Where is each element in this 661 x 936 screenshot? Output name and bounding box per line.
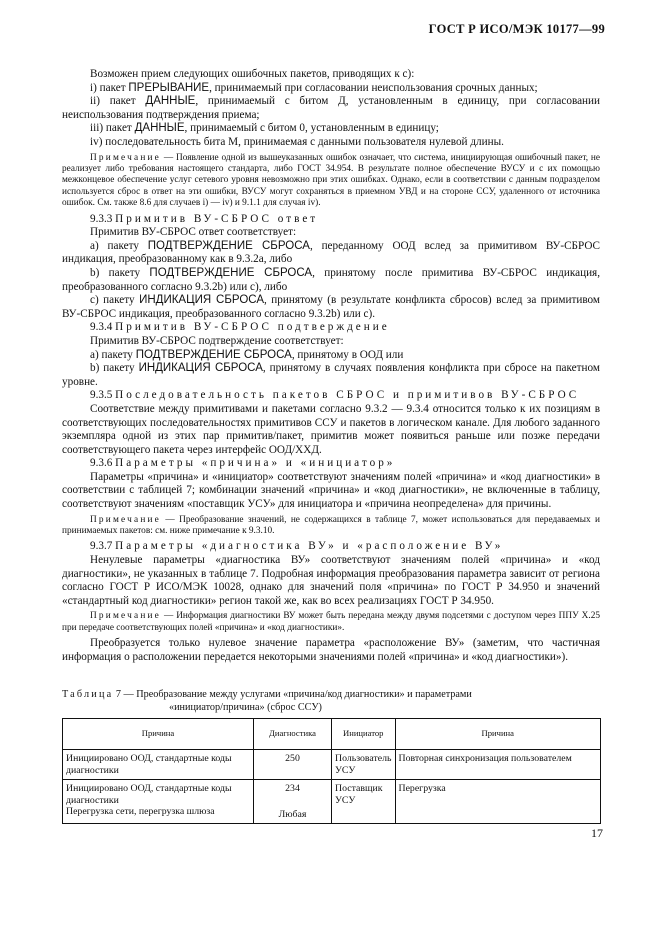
list-item: i) пакет ПРЕРЫВАНИЕ, принимаемый при согласовании неиспользования срочных данных;	[90, 81, 538, 94]
list-item: a) пакету ПОДТВЕРЖДЕНИЕ СБРОСА, принятому в ООД или	[90, 348, 404, 361]
column-header: Диагностика	[254, 719, 332, 750]
list-item: iii) пакет ДАННЫЕ, принимаемый с битом 0, установленным в единицу;	[90, 122, 439, 135]
document-body	[62, 68, 600, 664]
list-item: ii) пакет ДАННЫЕ, принимаемый с битом Д, установленным в единицу, при согласовании неиспользования подтверждения приема;	[62, 95, 600, 121]
list-item: b) пакету ПОДТВЕРЖДЕНИЕ СБРОСА, принятому после примитива ВУ-СБРОС индикация, преобразованного согласно 9.3.2b) или с), либо	[62, 266, 600, 293]
paragraph: Возможен прием следующих ошибочных пакетов, приводящих к с):	[90, 68, 415, 80]
page-number: 17	[591, 826, 603, 840]
section-heading: 9.3.5 Последовательность пакетов СБРОС и примитивов ВУ-СБРОС	[90, 389, 580, 402]
mapping-table	[62, 718, 601, 824]
paragraph: Параметры «причина» и «инициатор» соответствуют значениям полей «причина» и «код диагностики» в соответствии с таблицей 7; комбинации значений «причина» и «код диагностики», не включенные в таблицу, соответствуют значениям «поставщик УСУ» для инициатора и «причина неопределена» для причины.	[62, 470, 600, 511]
table-cell: Пользователь УСУ	[332, 750, 396, 780]
table-cell: Повторная синхронизация пользователем	[395, 750, 601, 780]
note: Примечание — Преобразование значений, не содержащихся в таблице 7, может использоваться для передаваемых и принимаемых пакетов: см. ниже примечание к 9.3.10.	[62, 514, 600, 537]
table-row	[63, 750, 601, 780]
paragraph: Ненулевые параметры «диагностика ВУ» соответствуют значениям полей «причина» и «код диагностики», не указанных в таблице 7. Подробная информация преобразования параметра зависит от региона согласно ГОСТ Р ИСО/МЭК 10028, однако для значений поля «причина» по ГОСТ Р 34.950 и значений «стандартный код диагностики» регион такой же, как во всех реализациях ГОСТ Р 34.950.	[62, 554, 600, 607]
table-cell: 250	[254, 750, 332, 780]
paragraph: Примитив ВУ-СБРОС подтверждение соответствует:	[90, 334, 344, 347]
table-cell: Перегрузка	[395, 780, 601, 824]
list-item: b) пакету ИНДИКАЦИЯ СБРОСА, принятому в случаях появления конфликта при сбросе на пакетном уровне.	[62, 362, 600, 388]
list-item: a) пакету ПОДТВЕРЖДЕНИЕ СБРОСА, переданному ООД вслед за примитивом ВУ-СБРОС индикация, преобразованному как в 9.3.2а, либо	[62, 239, 600, 266]
table-cell: Поставщик УСУ	[332, 780, 396, 824]
section-heading: 9.3.4 Примитив ВУ-СБРОС подтверждение	[90, 321, 390, 334]
list-item: iv) последовательность бита М, принимаемая с данными пользователя нулевой длины.	[90, 135, 504, 148]
table-cell: Инициировано ООД, стандартные коды диагностики	[63, 750, 254, 780]
table-cell: Инициировано ООД, стандартные коды диагностики Перегрузка сети, перегрузка шлюза	[63, 780, 254, 824]
table-row	[63, 780, 601, 824]
table-cell: 234 Любая	[254, 780, 332, 824]
note: Примечание — Информация диагностики ВУ может быть передана между двумя подсетями с доступом через ППУ X.25 при передаче соответствующих полей «причина» и «код диагностики».	[62, 611, 600, 633]
column-header: Причина	[63, 719, 254, 750]
list-item: c) пакету ИНДИКАЦИЯ СБРОСА, принятому (в результате конфликта сбросов) вслед за примитивом ВУ-СБРОС индикация, преобразованного согласно 9.3.2b) или с).	[62, 294, 600, 320]
document-header: ГОСТ Р ИСО/МЭК 10177—99	[428, 22, 605, 36]
section-heading: 9.3.6 Параметры «причина» и «инициатор»	[90, 457, 396, 470]
section-heading: 9.3.3 Примитив ВУ-СБРОС ответ	[90, 212, 319, 225]
paragraph: Преобразуется только нулевое значение параметра «расположение ВУ» (заметим, что частичная информация о расположении передается некоторыми значениями полей «причина» и «код диагностики»).	[62, 637, 600, 663]
table-caption: Таблица 7 — Преобразование между услугами «причина/код диагностики» и параметрами «инициатор/причина» (сброс ССУ)	[62, 689, 472, 713]
paragraph: Соответствие между примитивами и пакетами согласно 9.3.2 — 9.3.4 относится только к их позициям в соответствующих последовательностях примитивов ССУ и пакетов в логическом канале. Для любого заданного экземпляра одной из этих пар примитив/пакет, примитив может появиться раньше или позже передачи соответствующего пакета через интерфейс ООД/ХХД.	[62, 402, 600, 456]
paragraph: Примитив ВУ-СБРОС ответ соответствует:	[90, 226, 297, 239]
column-header: Инициатор	[332, 719, 396, 750]
column-header: Причина	[395, 719, 601, 750]
note: Примечание — Появление одной из вышеуказанных ошибок означает, что система, инициирующая ошибочный пакет, не реализует либо требования настоящего стандарта, либо ГОСТ 34.954. В результате полное обеспечение ВУСУ и с их помощью межконцевое обеспечение услуг сетевого уровня невозможно при этих ошибках. Однако, если в соответствии с данным подразделом используется сброс в ответ на эти ошибки, ВУСУ могут сохраняться в приемном УВД и на стороне ССУ, удаленного от источника ошибок. См. также 8.6 для случаев i) — iv) и 9.1.1 для случая iv).	[62, 152, 600, 209]
section-heading: 9.3.7 Параметры «диагностика ВУ» и «расположение ВУ»	[90, 540, 504, 553]
